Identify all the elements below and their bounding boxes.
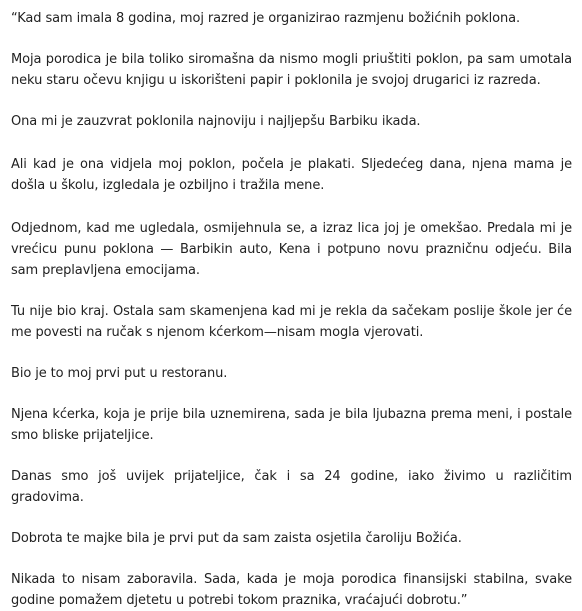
story-article xyxy=(0,8,582,611)
paragraph-11: Nikada to nisam zaboravila. Sada, kada je moja porodica finansijski stabilna, svake godine pomažem djetetu u potrebi tokom praznika, vraćajući dobrotu.” xyxy=(11,572,572,608)
paragraph-2: Moja porodica je bila toliko siromašna da nismo mogli priuštiti poklon, pa sam umotala neku staru očevu knjigu u iskorišteni papir i poklonila je svojoj drugarici iz razreda. xyxy=(11,52,572,88)
paragraph-4: Ali kad je ona vidjela moj poklon, počela je plakati. Sljedećeg dana, njena mama je došla u školu, izgledala je ozbiljno i tražila mene. xyxy=(11,157,572,193)
paragraph-10: Dobrota te majke bila je prvi put da sam zaista osjetila čaroliju Božića. xyxy=(11,531,462,546)
paragraph-9: Danas smo još uvijek prijateljice, čak i sa 24 godine, iako živimo u različitim gradovima. xyxy=(11,469,572,505)
paragraph-1: “Kad sam imala 8 godina, moj razred je organizirao razmjenu božićnih poklona. xyxy=(11,11,521,26)
paragraph-5: Odjednom, kad me ugledala, osmijehnula se, a izraz lica joj je omekšao. Predala mi je vrećicu punu poklona — Barbikin auto, Kena i potpuno novu prazničnu odjeću. Bila sam preplavljena emocijama. xyxy=(11,221,572,278)
paragraph-8: Njena kćerka, koja je prije bila uznemirena, sada je bila ljubazna prema meni, i postale smo bliske prijateljice. xyxy=(11,407,572,443)
paragraph-6: Tu nije bio kraj. Ostala sam skamenjena kad mi je rekla da sačekam poslije škole jer će me povesti na ručak s njenom kćerkom—nisam mogla vjerovati. xyxy=(11,304,572,340)
paragraph-3: Ona mi je zauzvrat poklonila najnoviju i najljepšu Barbiku ikada. xyxy=(11,114,421,129)
paragraph-7: Bio je to moj prvi put u restoranu. xyxy=(11,366,228,381)
